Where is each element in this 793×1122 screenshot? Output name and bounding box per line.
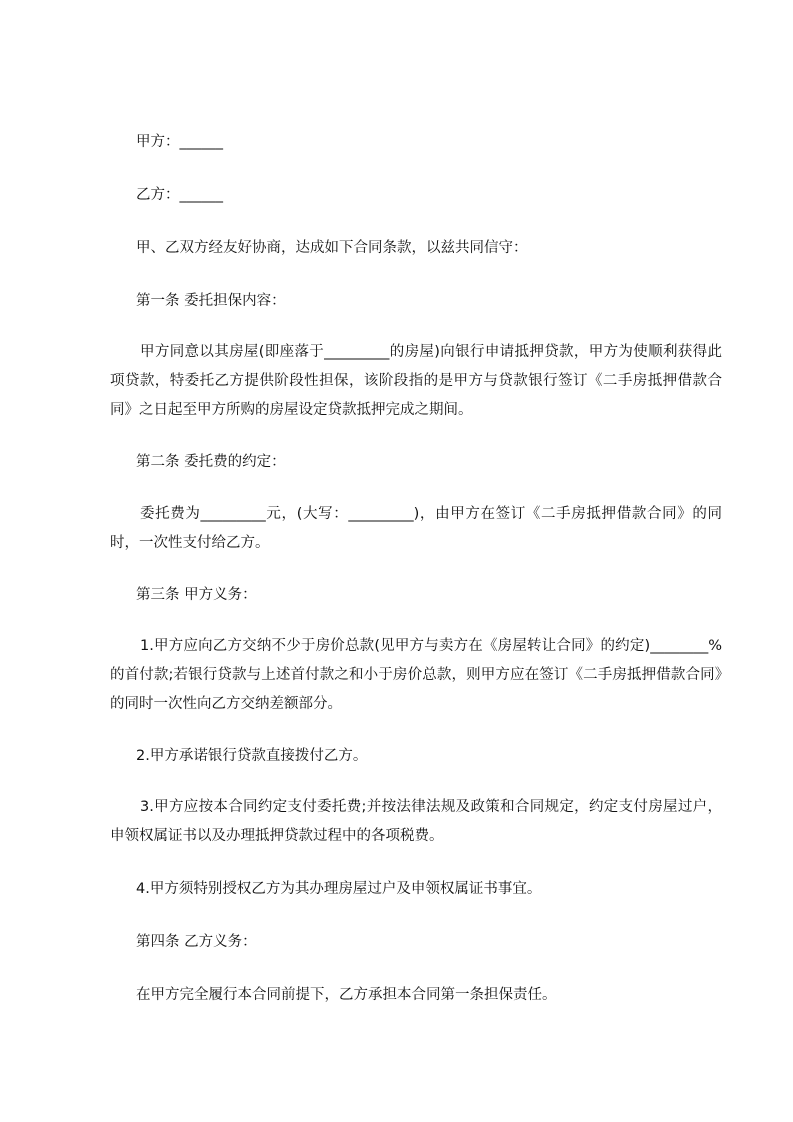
intro-paragraph: 甲、乙双方经友好协商，达成如下合同条款，以兹共同信守： xyxy=(136,240,528,256)
party-a-line: 甲方：______ xyxy=(136,134,223,150)
article-4-body: 在甲方完全履行本合同前提下，乙方承担本合同第一条担保责任。 xyxy=(136,987,557,1003)
article-3-title: 第三条 甲方义务： xyxy=(136,587,257,603)
party-b-line: 乙方：______ xyxy=(136,187,223,203)
article-3-item-3: 3.甲方应按本合同约定支付委托费;并按法律法规及政策和合同规定，约定支付房屋过户，申领权属证书以及办理抵押贷款过程中的各项税费。 xyxy=(110,799,722,844)
article-2-title: 第二条 委托费的约定： xyxy=(136,454,286,470)
article-3-item-1: 1.甲方应向乙方交纳不少于房价总款(见甲方与卖方在《房屋转让合同》的约定)________%的首付款;若银行贷款与上述首付款之和小于房价总款，则甲方应在签订《二手房抵押借款合同》的同时一次性向乙方交纳差额部分。 xyxy=(110,638,722,712)
article-3-item-4: 4.甲方须特别授权乙方为其办理房屋过户及申领权属证书事宜。 xyxy=(136,881,542,897)
article-1-title: 第一条 委托担保内容： xyxy=(136,293,286,309)
article-4-title: 第四条 乙方义务： xyxy=(136,934,257,950)
article-1-body: 甲方同意以其房屋(即座落于_________的房屋)向银行申请抵押贷款，甲方为使顺利获得此项贷款，特委托乙方提供阶段性担保，该阶段指的是甲方与贷款银行签订《二手房抵押借款合同》之日起至甲方所购的房屋设定贷款抵押完成之期间。 xyxy=(110,344,722,418)
article-3-item-2: 2.甲方承诺银行贷款直接拨付乙方。 xyxy=(136,748,368,764)
article-2-body: 委托费为_________元，(大写：_________)，由甲方在签订《二手房抵押借款合同》的同时，一次性支付给乙方。 xyxy=(110,506,722,551)
